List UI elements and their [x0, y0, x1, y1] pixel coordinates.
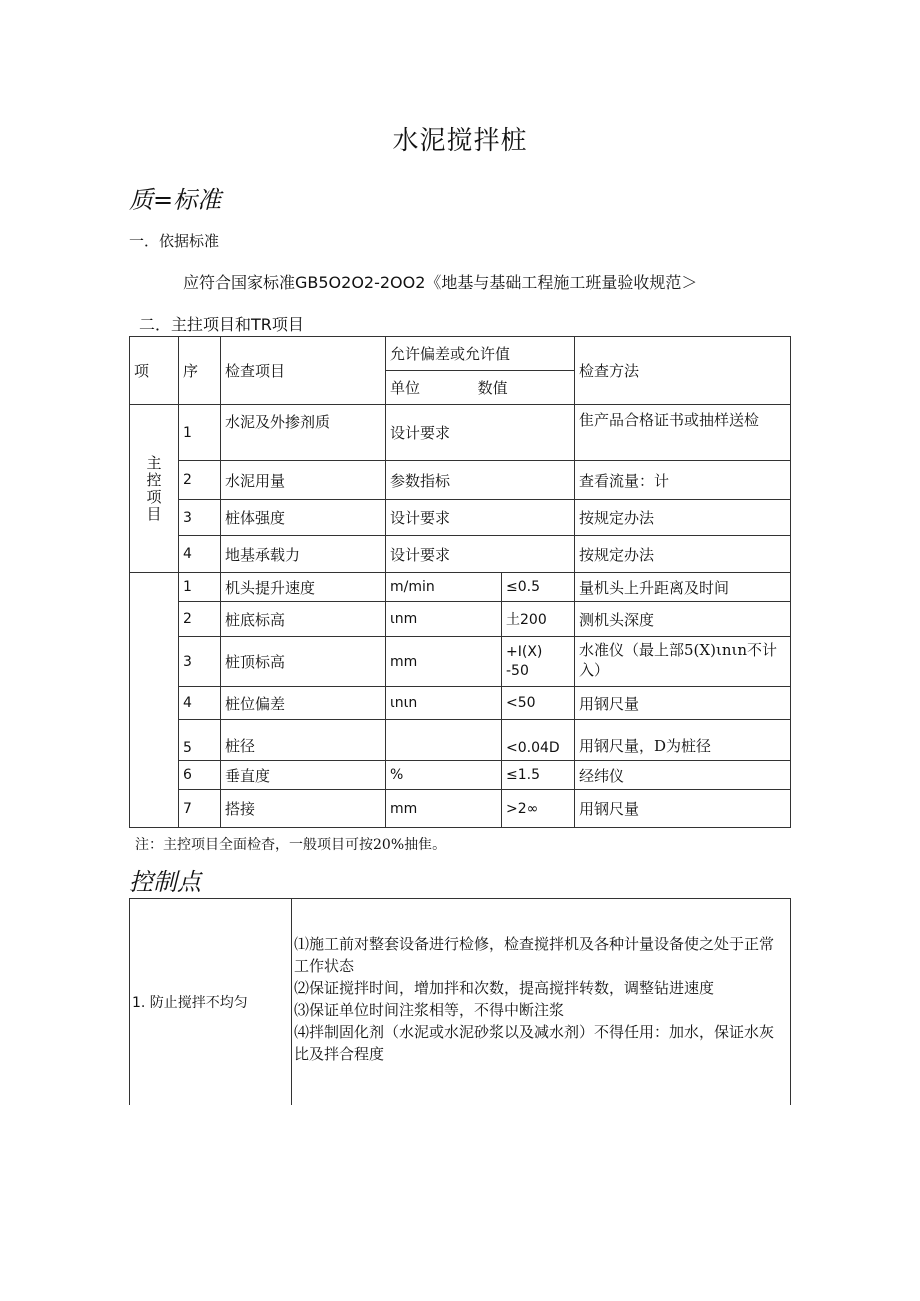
row-item: 垂直度	[221, 761, 386, 790]
row-item: 水泥及外掺剂质	[221, 405, 386, 461]
row-requirement: 设计要求	[386, 405, 575, 461]
table-row	[130, 899, 791, 1105]
row-unit: %	[386, 761, 502, 790]
row-seq: 3	[179, 500, 221, 536]
header-check-item: 检查项目	[221, 337, 386, 405]
row-value: ≤0.5	[502, 573, 575, 602]
row-item: 桩径	[221, 720, 386, 761]
control-heading: 控制点	[129, 868, 201, 896]
table-row	[130, 461, 791, 500]
row-requirement: 设计要求	[386, 500, 575, 536]
header-value: 数值	[477, 379, 508, 397]
header-method: 检查方法	[575, 337, 791, 405]
header-unit-value	[386, 371, 575, 405]
section1-heading: 一．依据标准	[129, 232, 220, 250]
control-point-table	[129, 898, 791, 1105]
row-unit: ιnm	[386, 602, 502, 637]
row-method: 经纬仪	[575, 761, 791, 790]
table-row	[130, 405, 791, 461]
row-method: 用钢尺量	[575, 687, 791, 720]
table-note: 注：主控项目全面检杳，一般项目可按20%抽隹。	[135, 837, 447, 853]
main-group-label: 主控项目	[130, 405, 179, 573]
row-item: 水泥用量	[221, 461, 386, 500]
table-row	[130, 761, 791, 790]
measure-line: ⑵保证搅拌时间，增加拌和次数，提高搅拌转数，调整钻进速度	[294, 978, 715, 997]
row-unit: ιnιn	[386, 687, 502, 720]
row-seq: 4	[179, 536, 221, 573]
row-seq: 2	[179, 602, 221, 637]
section1-text: 应符合国家标准GB5O2O2-2OO2《地基与基础工程施工班量验收规范＞	[183, 273, 698, 292]
table-row	[130, 687, 791, 720]
header-item: 项	[130, 337, 179, 405]
row-method: 隹产品合格证书或抽样送检	[575, 405, 791, 461]
section2-heading: 二．主拄项目和TR项目	[139, 315, 304, 334]
row-item: 桩体强度	[221, 500, 386, 536]
row-unit: mm	[386, 637, 502, 687]
row-value: <50	[502, 687, 575, 720]
row-method: 量机头上升距离及时间	[575, 573, 791, 602]
row-method: 用钢尺量	[575, 790, 791, 828]
row-method: 用钢尺量，D为桩径	[575, 720, 791, 761]
row-requirement: 设计要求	[386, 536, 575, 573]
row-value: <0.04D	[502, 720, 575, 761]
row-method: 按规定办法	[575, 500, 791, 536]
row-method: 查看流量：计	[575, 461, 791, 500]
row-item: 搭接	[221, 790, 386, 828]
row-seq: 2	[179, 461, 221, 500]
row-seq: 1	[179, 405, 221, 461]
row-value: +I(X) -50	[502, 637, 575, 687]
measure-line: ⑴施工前对整套设备进行检修，检查搅拌机及各种计量设备使之处于正常工作状态	[294, 934, 775, 975]
row-item: 地基承载力	[221, 536, 386, 573]
quality-heading: 质=标准	[129, 186, 222, 214]
table-row	[130, 573, 791, 602]
measure-line: ⑷拌制固化剂（水泥或水泥砂浆以及减水剂）不得任用：加水，保证水灰比及拌合程度	[294, 1022, 775, 1063]
row-seq: 6	[179, 761, 221, 790]
general-group-label	[130, 573, 179, 828]
row-item: 桩顶标高	[221, 637, 386, 687]
header-seq: 序	[179, 337, 221, 405]
row-seq: 1	[179, 573, 221, 602]
table-row	[130, 602, 791, 637]
row-requirement: 参数指标	[386, 461, 575, 500]
table-row	[130, 500, 791, 536]
control-point-measures	[292, 899, 791, 1105]
row-seq: 3	[179, 637, 221, 687]
quality-standard-table	[129, 336, 791, 828]
row-value: >2∞	[502, 790, 575, 828]
measure-line: ⑶保证单位时间注浆相等，不得中断注浆	[294, 1000, 565, 1019]
table-row	[130, 536, 791, 573]
table-row	[130, 637, 791, 687]
row-value: ≤1.5	[502, 761, 575, 790]
row-method: 按规定办法	[575, 536, 791, 573]
row-item: 桩位偏差	[221, 687, 386, 720]
table-row	[130, 720, 791, 761]
row-unit: m/min	[386, 573, 502, 602]
row-value: 土200	[502, 602, 575, 637]
row-method: 测机头深度	[575, 602, 791, 637]
header-tolerance: 允许偏差或允许值	[386, 337, 575, 371]
control-point-label: 1. 防止搅拌不均匀	[130, 899, 292, 1105]
row-unit	[386, 720, 502, 761]
row-method: 水准仪（最上部5(X)ιnιn不计入）	[575, 637, 791, 687]
row-seq: 7	[179, 790, 221, 828]
row-unit: mm	[386, 790, 502, 828]
row-item: 桩底标高	[221, 602, 386, 637]
header-unit: 单位	[390, 379, 421, 397]
row-seq: 5	[179, 720, 221, 761]
row-item: 机头提升速度	[221, 573, 386, 602]
document-title: 水泥搅拌桩	[392, 126, 528, 156]
table-row	[130, 790, 791, 828]
row-seq: 4	[179, 687, 221, 720]
